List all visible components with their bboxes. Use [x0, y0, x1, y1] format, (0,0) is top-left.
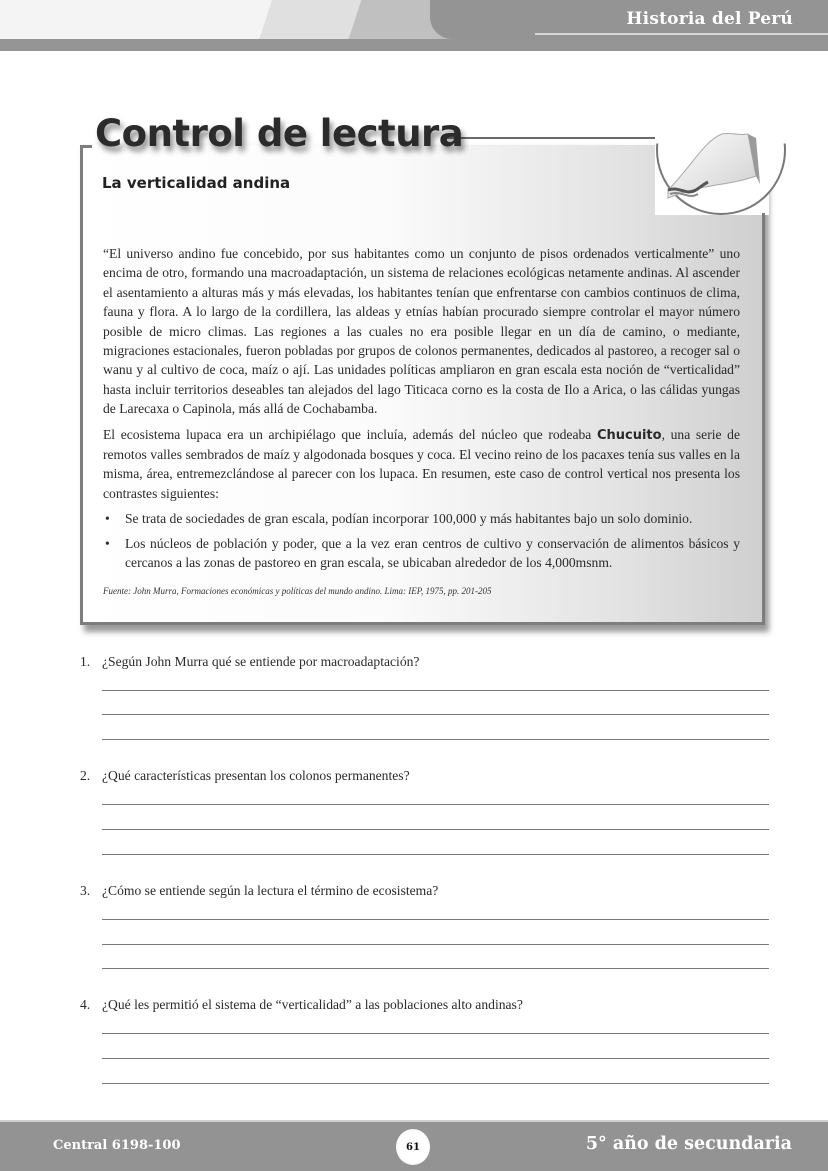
paragraph-2-text-end: , una serie de remotos valles sembrados de maíz y algodonada bosques y coca. El vecino reino de los pacaxes tenía sus valles en la misma, área, entremezclándose al parecer con los lupaca. En resumen, este caso de control vertical nos presenta los contrastes siguientes: — [103, 426, 740, 501]
page-footer — [0, 1120, 828, 1171]
question-1 — [80, 654, 770, 670]
question-text: ¿Qué características presentan los colonos permanentes? — [102, 768, 410, 783]
question-number: 1. — [80, 654, 91, 669]
list-item-text: Los núcleos de población y poder, que a la vez eran centros de cultivo y conservación de alimentos básicos y cercanos a las zonas de pastoreo en gran escala, se ubicaban alrededor de los 4,000msnm. — [125, 535, 740, 571]
subject-title: Historia del Perú — [626, 9, 793, 29]
answer-line[interactable] — [102, 944, 769, 945]
question-number: 2. — [80, 768, 91, 783]
question-text: ¿Qué les permitió el sistema de “verticalidad” a las poblaciones alto andinas? — [102, 997, 523, 1012]
answer-line[interactable] — [102, 1083, 769, 1084]
reading-paragraph-1: “El universo andino fue concebido, por sus habitantes como un conjunto de pisos ordenados verticalmente” uno encima de otro, formando una macroadaptación, un sistema de relaciones ecológicas netamente andinas. Al ascender el asentamiento a alturas más y más elevadas, los habitantes tenían que enfrentarse con cambios continuos de clima, fauna y flora. A lo largo de la cordillera, las aldeas y etnías habían procurado siempre controlar el mayor número posible de micro climas. Las regiones a las cuales no era posible llegar en un día de camino, o mediante, migraciones estacionales, fueron pobladas por grupos de colonos permanentes, dedicados al pastoreo, a recoger sal o wanu y al cultivo de coca, maíz o ají. Las unidades políticas ampliaron en gran escala esta noción de “verticalidad” hasta incluir territorios deseables tan alejados del lago Titicaca corno es la costa de Ilo a Arica, o las cálidas yungas de Larecaxa o Capinola, más allá de Cochabamba. — [103, 246, 740, 417]
bullet-icon: • — [105, 535, 110, 551]
list-item — [103, 509, 740, 528]
answer-line[interactable] — [102, 714, 769, 715]
grade-label: 5° año de secundaria — [585, 1134, 792, 1154]
list-item-text: Se trata de sociedades de gran escala, podían incorporar 100,000 y más habitantes bajo un solo dominio. — [125, 511, 693, 527]
box-right-edge — [762, 213, 765, 225]
question-4 — [80, 997, 770, 1013]
question-number: 3. — [80, 883, 91, 898]
page-title: Control de lectura — [95, 112, 464, 155]
question-text: ¿Según John Murra qué se entiende por macroadaptación? — [102, 654, 420, 669]
title-rule — [442, 137, 656, 139]
source-citation: Fuente: John Murra, Formaciones económicas y políticas del mundo andino. Lima: IEP, 1975, pp. 201-205 — [103, 586, 492, 596]
page-number-badge — [396, 1129, 430, 1165]
reading-subtitle: La verticalidad andina — [102, 174, 291, 192]
bullet-icon: • — [105, 511, 110, 527]
answer-line[interactable] — [102, 739, 769, 740]
paragraph-2-text-start: El ecosistema lupaca era un archipiélago que incluía, además del núcleo que rodeaba — [103, 426, 597, 442]
box-corner-tick — [80, 145, 92, 148]
question-text: ¿Cómo se entiende según la lectura el término de ecosistema? — [102, 883, 439, 898]
answer-line[interactable] — [102, 829, 769, 830]
page-header — [0, 0, 828, 52]
open-book-icon — [660, 128, 770, 206]
answer-line[interactable] — [102, 1058, 769, 1059]
page-number: 61 — [406, 1141, 420, 1153]
header-band — [0, 39, 828, 51]
answer-line[interactable] — [102, 804, 769, 805]
answer-line[interactable] — [102, 968, 769, 969]
contrasts-list — [103, 509, 740, 572]
answer-line[interactable] — [102, 690, 769, 691]
answer-line[interactable] — [102, 854, 769, 855]
question-number: 4. — [80, 997, 91, 1012]
phone-number: Central 6198-100 — [53, 1138, 181, 1153]
answer-line[interactable] — [102, 1033, 769, 1034]
question-2 — [80, 768, 770, 784]
question-3 — [80, 883, 770, 899]
reading-paragraph-2 — [103, 425, 740, 504]
answer-line[interactable] — [102, 919, 769, 920]
header-underline — [535, 33, 828, 35]
highlighted-term: Chucuito — [596, 427, 662, 443]
reading-text — [103, 244, 740, 578]
list-item — [103, 534, 740, 573]
